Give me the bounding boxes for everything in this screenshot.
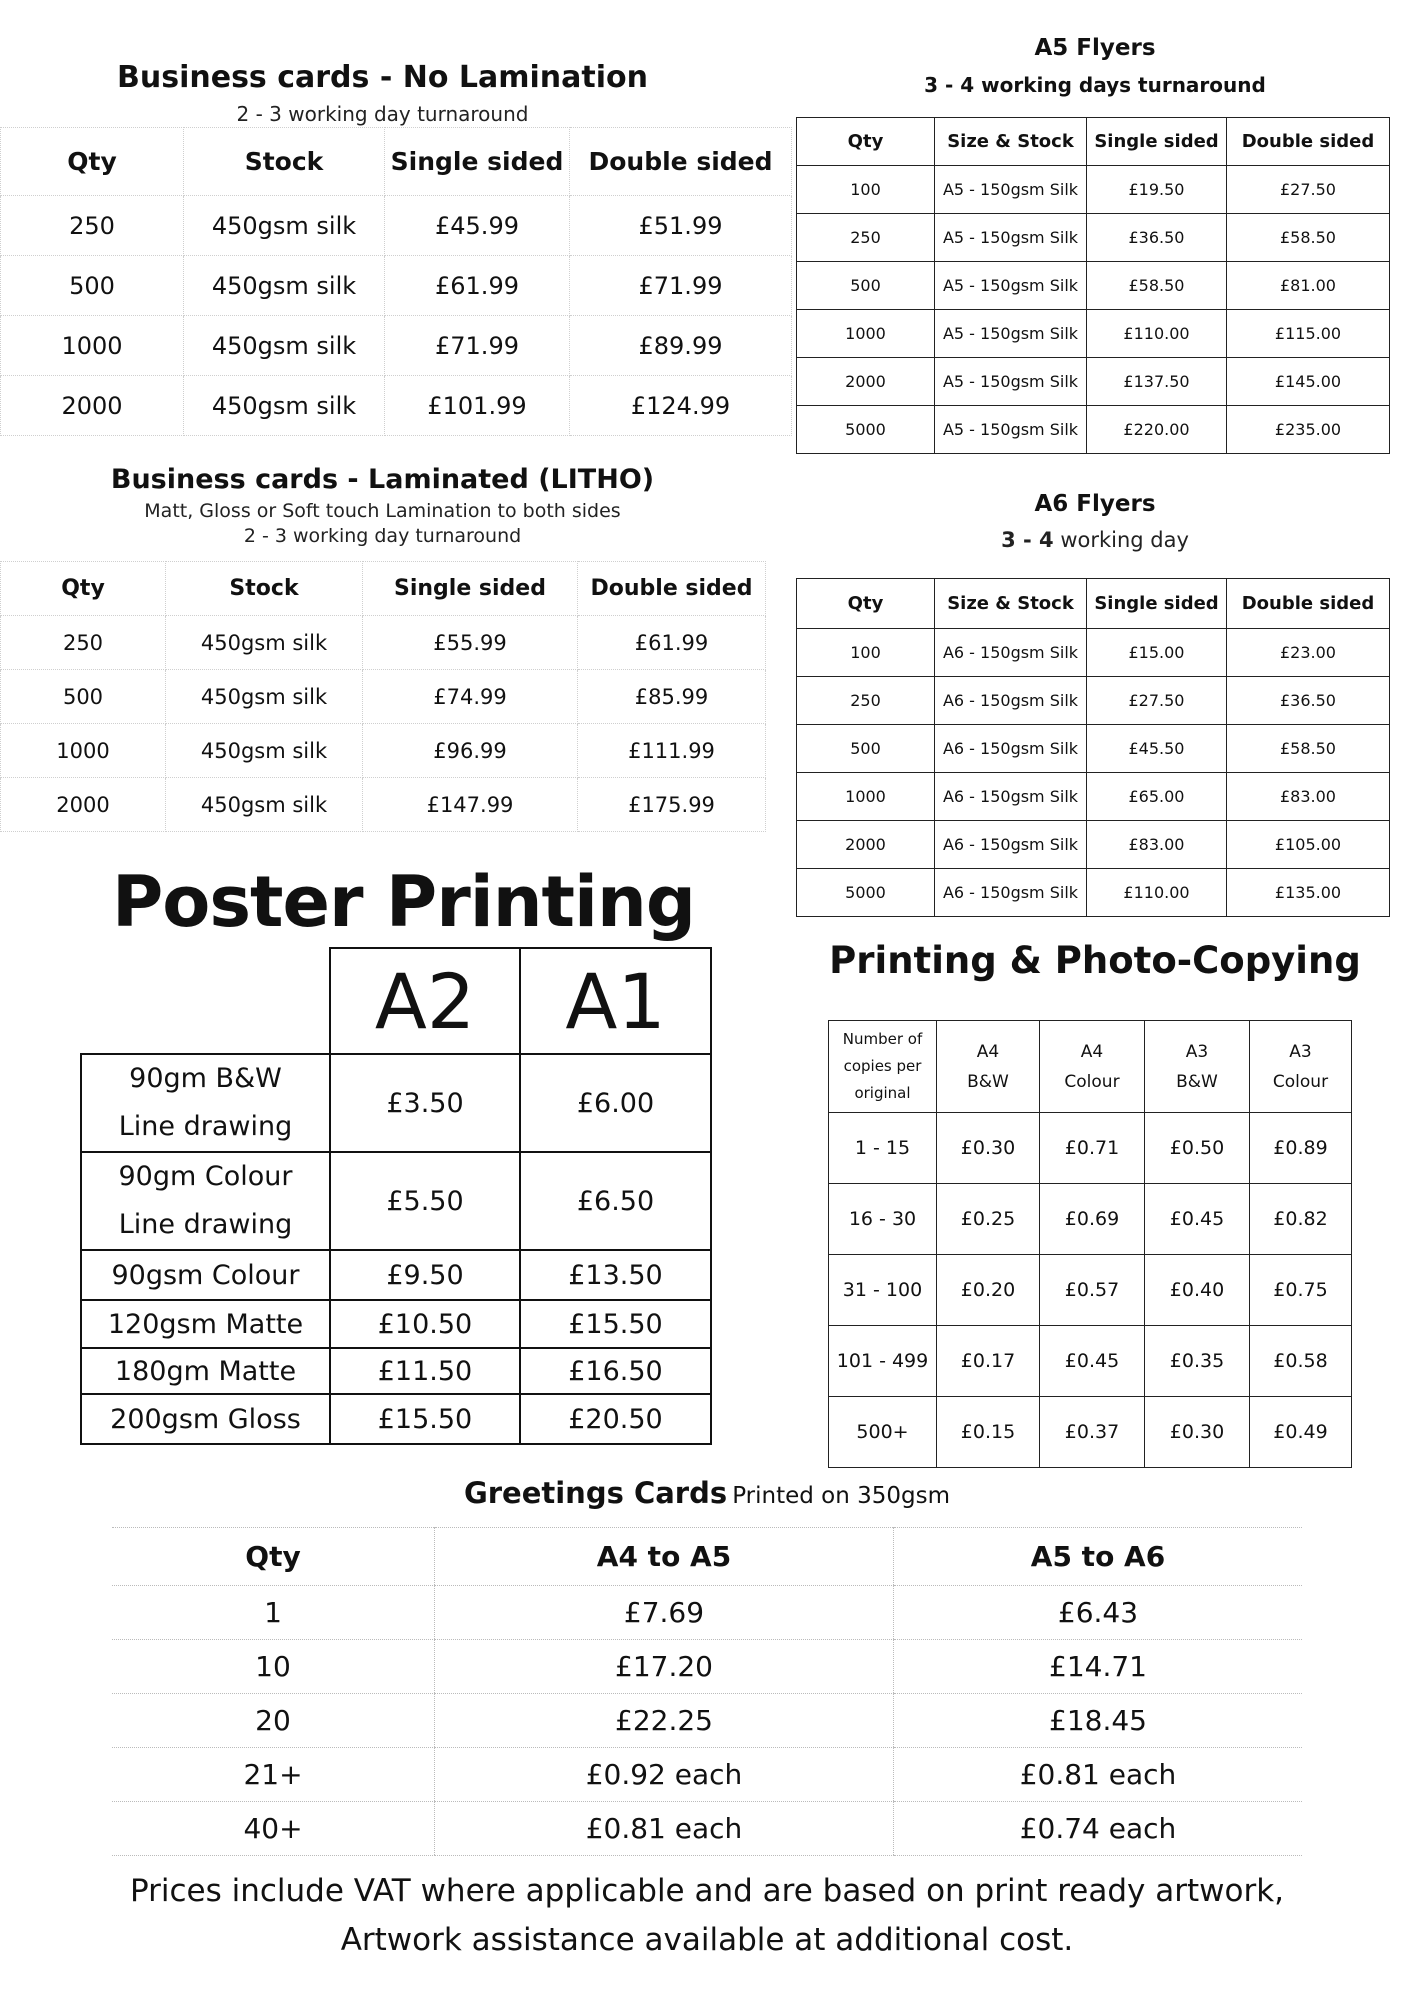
cell: 1000 [797, 773, 935, 821]
table-row [797, 725, 1390, 773]
table-row [797, 358, 1390, 406]
table-row [1, 724, 766, 778]
price-a1: £16.50 [520, 1348, 711, 1394]
header-line: A4 [1080, 1041, 1104, 1062]
price-a2: £5.50 [330, 1152, 520, 1250]
header-line: original [854, 1084, 911, 1102]
cell: A5 - 150gsm Silk [935, 310, 1087, 358]
cell: 250 [1, 616, 166, 670]
col-header: Single sided [1087, 118, 1227, 166]
cell: 100 [797, 166, 935, 214]
cell: £15.00 [1087, 629, 1227, 677]
a6-title: A6 Flyers [1034, 491, 1156, 517]
cell: 450gsm silk [166, 670, 363, 724]
paper-type-line1: 90gm B&W [129, 1063, 282, 1094]
col-header-copies [829, 1021, 937, 1113]
bc-no-lam-title: Business cards - No Lamination [117, 60, 648, 95]
cell: £124.99 [570, 376, 792, 436]
cell: £0.71 [1040, 1113, 1145, 1184]
cell: £45.99 [385, 196, 570, 256]
paper-type [81, 1054, 330, 1152]
price-a1: £13.50 [520, 1250, 711, 1300]
col-header: Double sided [578, 562, 766, 616]
a5-table [796, 117, 1390, 454]
header-line: A4 [976, 1041, 1000, 1062]
col-header [1250, 1021, 1352, 1113]
footer-line-1: Prices include VAT where applicable and are based on print ready artwork, [129, 1873, 1285, 1909]
cell: £0.50 [1145, 1113, 1250, 1184]
col-header [1145, 1021, 1250, 1113]
cell: £101.99 [385, 376, 570, 436]
cell: 450gsm silk [166, 616, 363, 670]
cell: 450gsm silk [184, 256, 385, 316]
table-row [1, 196, 792, 256]
table-row [797, 821, 1390, 869]
a6-subtitle-days: 3 - 4 [1001, 528, 1054, 552]
col-header: Size & Stock [935, 579, 1087, 629]
cell: £0.74 each [894, 1802, 1303, 1856]
col-header-a2: A2 [330, 948, 520, 1054]
cell: £0.45 [1145, 1184, 1250, 1255]
a5-subtitle: 3 - 4 working days turnaround [924, 73, 1266, 97]
price-a1: £6.00 [520, 1054, 711, 1152]
cell: 250 [797, 677, 935, 725]
table-row [1, 376, 792, 436]
table-row [1, 316, 792, 376]
cell: £0.69 [1040, 1184, 1145, 1255]
bc-no-lam-table [0, 127, 792, 436]
price-a2: £3.50 [330, 1054, 520, 1152]
table-row [81, 1152, 711, 1250]
header-line: A3 [1185, 1041, 1209, 1062]
cell: 2000 [1, 376, 184, 436]
cell: 250 [1, 196, 184, 256]
cell: A6 - 150gsm Silk [935, 677, 1087, 725]
cell: £111.99 [578, 724, 766, 778]
table-row [81, 1300, 711, 1348]
a6-table [796, 578, 1390, 917]
empty-corner [81, 948, 330, 1054]
table-row [797, 406, 1390, 454]
cell: £45.50 [1087, 725, 1227, 773]
cell: £135.00 [1227, 869, 1390, 917]
cell: £0.17 [937, 1326, 1040, 1397]
cell: £55.99 [363, 616, 578, 670]
col-header: Size & Stock [935, 118, 1087, 166]
table-row [81, 1054, 711, 1152]
cell: £65.00 [1087, 773, 1227, 821]
cell: 500 [1, 670, 166, 724]
cell: 1000 [797, 310, 935, 358]
cell: £110.00 [1087, 869, 1227, 917]
cell: £58.50 [1087, 262, 1227, 310]
cell: £147.99 [363, 778, 578, 832]
cell: 40+ [112, 1802, 435, 1856]
cell: £71.99 [385, 316, 570, 376]
cell: £0.82 [1250, 1184, 1352, 1255]
cell: £14.71 [894, 1640, 1303, 1694]
paper-type-line2: Line drawing [118, 1209, 293, 1240]
cell: 500 [1, 256, 184, 316]
bc-lam-table [0, 561, 766, 832]
table-row [797, 869, 1390, 917]
header-line: B&W [1176, 1071, 1218, 1092]
cell: £19.50 [1087, 166, 1227, 214]
cell: £220.00 [1087, 406, 1227, 454]
cell: £235.00 [1227, 406, 1390, 454]
cell: £0.58 [1250, 1326, 1352, 1397]
cell: £0.45 [1040, 1326, 1145, 1397]
table-row [797, 166, 1390, 214]
cell: £110.00 [1087, 310, 1227, 358]
cell: £61.99 [578, 616, 766, 670]
cell: 500+ [829, 1397, 937, 1468]
cell: 5000 [797, 869, 935, 917]
col-header [1040, 1021, 1145, 1113]
cell: 100 [797, 629, 935, 677]
cell: £83.00 [1227, 773, 1390, 821]
cell: £7.69 [435, 1586, 894, 1640]
paper-type [81, 1152, 330, 1250]
cell: £175.99 [578, 778, 766, 832]
table-row [797, 629, 1390, 677]
cell: 450gsm silk [184, 376, 385, 436]
cell: £36.50 [1227, 677, 1390, 725]
cell: A5 - 150gsm Silk [935, 166, 1087, 214]
table-row [797, 262, 1390, 310]
col-header: Single sided [1087, 579, 1227, 629]
table-row [81, 1394, 711, 1444]
cell: 2000 [1, 778, 166, 832]
col-header: Single sided [363, 562, 578, 616]
header-line: B&W [967, 1071, 1009, 1092]
cell: £36.50 [1087, 214, 1227, 262]
cell: £137.50 [1087, 358, 1227, 406]
table-row [829, 1113, 1352, 1184]
table-row [81, 1348, 711, 1394]
paper-type: 120gsm Matte [81, 1300, 330, 1348]
cell: £0.30 [1145, 1397, 1250, 1468]
header-line: copies per [843, 1057, 922, 1075]
cell: £0.15 [937, 1397, 1040, 1468]
cell: A5 - 150gsm Silk [935, 406, 1087, 454]
greetings-subtitle: Printed on 350gsm [732, 1483, 951, 1509]
cell: £18.45 [894, 1694, 1303, 1748]
col-header: Stock [184, 128, 385, 196]
a6-subtitle-rest: working day [1060, 528, 1189, 552]
cell: A6 - 150gsm Silk [935, 869, 1087, 917]
greetings-heading [0, 1476, 1414, 1510]
col-header: Qty [112, 1528, 435, 1586]
col-header: A5 to A6 [894, 1528, 1303, 1586]
cell: £0.92 each [435, 1748, 894, 1802]
cell: 500 [797, 262, 935, 310]
cell: A5 - 150gsm Silk [935, 214, 1087, 262]
header-line: Colour [1064, 1071, 1120, 1092]
cell: 450gsm silk [166, 778, 363, 832]
poster-title: Poster Printing [112, 861, 695, 943]
col-header: Qty [797, 579, 935, 629]
table-row [797, 677, 1390, 725]
table-row [797, 310, 1390, 358]
cell: 450gsm silk [184, 196, 385, 256]
cell: 16 - 30 [829, 1184, 937, 1255]
footer-line-2: Artwork assistance available at additional cost. [340, 1922, 1074, 1958]
cell: 1000 [1, 316, 184, 376]
cell: £105.00 [1227, 821, 1390, 869]
cell: £23.00 [1227, 629, 1390, 677]
table-row [829, 1326, 1352, 1397]
price-a2: £11.50 [330, 1348, 520, 1394]
cell: 2000 [797, 358, 935, 406]
paper-type: 180gm Matte [81, 1348, 330, 1394]
cell: £0.37 [1040, 1397, 1145, 1468]
cell: £89.99 [570, 316, 792, 376]
cell: £0.57 [1040, 1255, 1145, 1326]
price-a1: £20.50 [520, 1394, 711, 1444]
cell: £0.40 [1145, 1255, 1250, 1326]
cell: £27.50 [1087, 677, 1227, 725]
cell: £22.25 [435, 1694, 894, 1748]
price-a2: £9.50 [330, 1250, 520, 1300]
cell: 21+ [112, 1748, 435, 1802]
col-header: Stock [166, 562, 363, 616]
col-header: Double sided [570, 128, 792, 196]
cell: A6 - 150gsm Silk [935, 725, 1087, 773]
a5-title: A5 Flyers [1034, 35, 1156, 61]
cell: £0.89 [1250, 1113, 1352, 1184]
poster-table [80, 947, 712, 1445]
paper-type: 200gsm Gloss [81, 1394, 330, 1444]
table-row [1, 670, 766, 724]
a6-subtitle [795, 528, 1395, 552]
table-row [81, 1250, 711, 1300]
cell: A6 - 150gsm Silk [935, 773, 1087, 821]
header-line: Number of [842, 1030, 923, 1048]
cell: £74.99 [363, 670, 578, 724]
price-a2: £10.50 [330, 1300, 520, 1348]
price-a1: £15.50 [520, 1300, 711, 1348]
table-row [829, 1397, 1352, 1468]
cell: 450gsm silk [184, 316, 385, 376]
cell: £58.50 [1227, 214, 1390, 262]
table-row [112, 1640, 1302, 1694]
bc-lam-subtitle-2: 2 - 3 working day turnaround [243, 525, 522, 547]
col-header [937, 1021, 1040, 1113]
cell: £27.50 [1227, 166, 1390, 214]
table-row [1, 778, 766, 832]
cell: £145.00 [1227, 358, 1390, 406]
cell: 250 [797, 214, 935, 262]
cell: 450gsm silk [166, 724, 363, 778]
copying-table [828, 1020, 1352, 1468]
cell: £81.00 [1227, 262, 1390, 310]
cell: £0.35 [1145, 1326, 1250, 1397]
cell: £51.99 [570, 196, 792, 256]
cell: 5000 [797, 406, 935, 454]
price-a2: £15.50 [330, 1394, 520, 1444]
cell: 101 - 499 [829, 1326, 937, 1397]
copying-title: Printing & Photo-Copying [829, 939, 1361, 982]
cell: 500 [797, 725, 935, 773]
cell: £71.99 [570, 256, 792, 316]
cell: £0.49 [1250, 1397, 1352, 1468]
table-row [112, 1586, 1302, 1640]
table-row [829, 1255, 1352, 1326]
cell: £61.99 [385, 256, 570, 316]
paper-type-line1: 90gm Colour [118, 1161, 293, 1192]
col-header: Qty [1, 562, 166, 616]
paper-type-line2: Line drawing [118, 1111, 293, 1142]
bc-lam-title: Business cards - Laminated (LITHO) [110, 464, 655, 495]
table-row [829, 1184, 1352, 1255]
cell: £0.81 each [894, 1748, 1303, 1802]
cell: A5 - 150gsm Silk [935, 358, 1087, 406]
table-row [1, 616, 766, 670]
col-header: Double sided [1227, 118, 1390, 166]
greetings-title: Greetings Cards [463, 1476, 728, 1510]
table-row [112, 1802, 1302, 1856]
col-header: A4 to A5 [435, 1528, 894, 1586]
cell: £17.20 [435, 1640, 894, 1694]
col-header: Qty [797, 118, 935, 166]
cell: £115.00 [1227, 310, 1390, 358]
cell: A6 - 150gsm Silk [935, 821, 1087, 869]
cell: £0.20 [937, 1255, 1040, 1326]
cell: £83.00 [1087, 821, 1227, 869]
cell: 1000 [1, 724, 166, 778]
cell: 2000 [797, 821, 935, 869]
greetings-table [112, 1527, 1302, 1856]
bc-lam-subtitle-1: Matt, Gloss or Soft touch Lamination to both sides [144, 500, 621, 522]
table-row [112, 1694, 1302, 1748]
cell: 31 - 100 [829, 1255, 937, 1326]
col-header-a1: A1 [520, 948, 711, 1054]
table-row [1, 256, 792, 316]
cell: 1 [112, 1586, 435, 1640]
table-row [797, 773, 1390, 821]
col-header: Double sided [1227, 579, 1390, 629]
cell: £0.25 [937, 1184, 1040, 1255]
col-header: Qty [1, 128, 184, 196]
cell: £0.81 each [435, 1802, 894, 1856]
cell: 1 - 15 [829, 1113, 937, 1184]
cell: £6.43 [894, 1586, 1303, 1640]
table-row [112, 1748, 1302, 1802]
paper-type: 90gsm Colour [81, 1250, 330, 1300]
price-a1: £6.50 [520, 1152, 711, 1250]
bc-no-lam-subtitle: 2 - 3 working day turnaround [236, 102, 529, 126]
col-header: Single sided [385, 128, 570, 196]
table-row [797, 214, 1390, 262]
cell: £96.99 [363, 724, 578, 778]
cell: A6 - 150gsm Silk [935, 629, 1087, 677]
cell: 20 [112, 1694, 435, 1748]
cell: £85.99 [578, 670, 766, 724]
cell: £0.30 [937, 1113, 1040, 1184]
cell: 10 [112, 1640, 435, 1694]
header-line: Colour [1272, 1071, 1329, 1092]
header-line: A3 [1289, 1041, 1312, 1062]
cell: £58.50 [1227, 725, 1390, 773]
cell: A5 - 150gsm Silk [935, 262, 1087, 310]
cell: £0.75 [1250, 1255, 1352, 1326]
